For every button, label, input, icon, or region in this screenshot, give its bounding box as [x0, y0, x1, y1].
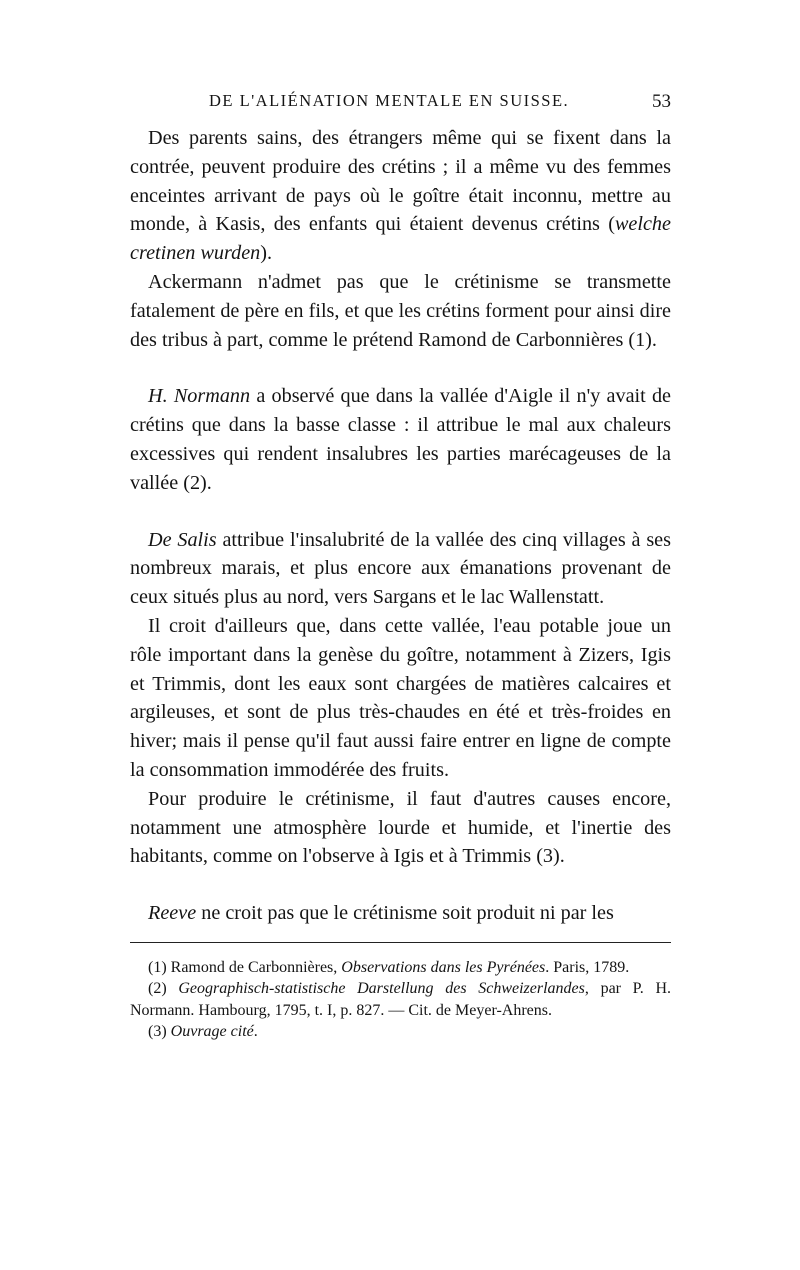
footnote: (1) Ramond de Carbonnières, Observations dans les Pyrénées. Paris, 1789.	[148, 958, 630, 976]
page-number: 53	[652, 91, 671, 112]
paragraph: Pour produire le crétinisme, il faut d'autres causes encore, notamment une atmosphère lourde et humide, et l'inertie des habitants, comme on l'observe à Igis et à Trimmis (3).	[130, 787, 671, 868]
footnotes	[130, 957, 671, 1043]
main-text	[130, 124, 671, 928]
author-name: De Salis	[148, 528, 217, 551]
running-title: DE L'ALIÉNATION MENTALE EN SUISSE.	[209, 91, 570, 110]
author-name: H. Normann	[148, 385, 251, 408]
paragraph: H. Normann a observé que dans la vallée d'Aigle il n'y avait de crétins que dans la basse classe : il attribue le mal aux chaleurs excessives qui rendent insalubres les parties marécageuses de la vallée (2).	[130, 385, 672, 494]
italic-phrase: welche cretinen wurden	[130, 213, 671, 265]
footnote-marker: (1)	[148, 958, 167, 976]
footnote-divider	[130, 942, 671, 943]
footnote-marker: (2)	[148, 980, 167, 998]
paragraph: Reeve ne croit pas que le crétinisme soit produit ni par les	[148, 902, 614, 925]
cited-title: Geographisch-statistische Darstellung des Schweizerlandes	[178, 980, 585, 998]
paragraph: Ackermann n'admet pas que le crétinisme se transmette fatalement de père en fils, et que les crétins forment pour ainsi dire des tribus à part, comme le prétend Ramond de Carbonnières (1).	[130, 270, 671, 351]
footnote: (2) Geographisch-statistische Darstellung des Schweizerlandes, par P. H. Normann. Hambourg, 1795, t. I, p. 827. — Cit. de Meyer-Ahrens.	[130, 980, 672, 1019]
paragraph: De Salis attribue l'insalubrité de la vallée des cinq villages à ses nombreux marais, et plus encore aux émanations provenant de ceux situés plus au nord, vers Sargans et le lac Wallenstatt.	[130, 528, 671, 609]
running-header	[130, 88, 671, 124]
footnote-marker: (3)	[148, 1023, 167, 1041]
author-name: Reeve	[148, 902, 197, 925]
paragraph: Il croit d'ailleurs que, dans cette vallée, l'eau potable joue un rôle important dans la genèse du goître, notamment à Zizers, Igis et Trimmis, dont les eaux sont chargées de matières calcaires et argileuses, et sont de plus très-chaudes en été et très-froides en hiver; mais il pense qu'il faut aussi faire entrer en ligne de compte la consommation immodérée des fruits.	[130, 614, 671, 781]
book-page	[130, 88, 671, 1043]
footnote: (3) Ouvrage cité.	[148, 1023, 258, 1041]
cited-title: Ouvrage cité	[170, 1023, 254, 1041]
cited-title: Observations dans les Pyrénées	[341, 958, 546, 976]
paragraph: Des parents sains, des étrangers même qui se fixent dans la contrée, peuvent produire des crétins ; il a même vu des femmes enceintes arrivant de pays où le goître était inconnu, mettre au monde, à Kasis, des enfants qui étaient devenus crétins (welche cretinen wurden).	[130, 127, 671, 265]
